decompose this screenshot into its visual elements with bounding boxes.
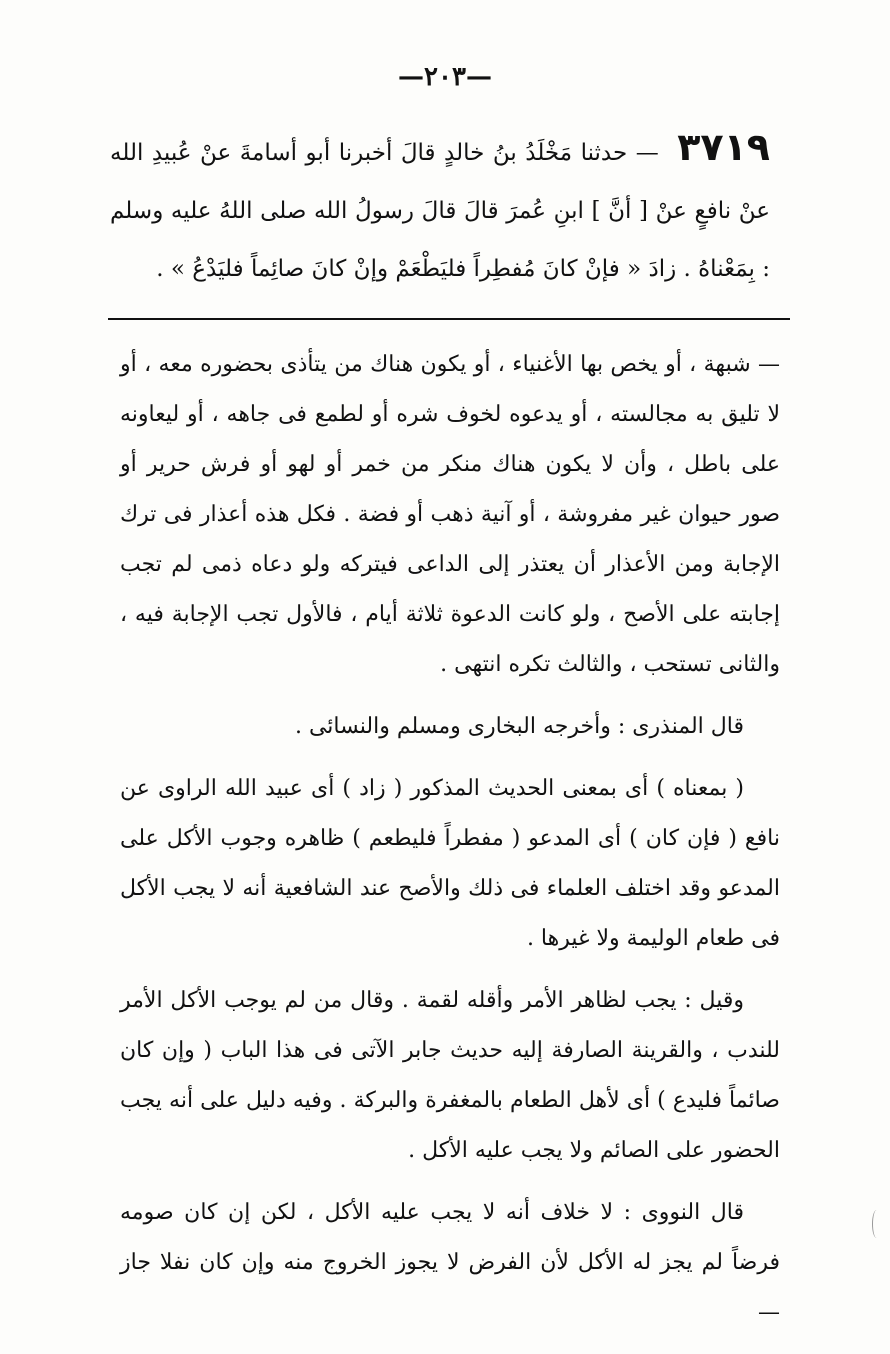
page-number: —٢٠٣—: [398, 62, 492, 92]
commentary-paragraph: وقيل : يجب لظاهر الأمر وأقله لقمة . وقال من لم يوجب الأكل الأمر للندب ، والقرينة الصارفة إليه حديث جابر الآتى فى هذا الباب ( وإن كان صائماً فليدع ) أى لأهل الطعام بالمغفرة والبركة . وفيه دليل على أنه يجب الحضور على الصائم ولا يجب عليه الأكل .: [120, 988, 780, 1163]
commentary-paragraph: قال المنذرى : وأخرجه البخارى ومسلم والنسائى .: [294, 714, 744, 739]
commentary-paragraph: ( بمعناه ) أى بمعنى الحديث المذكور ( زاد ) أى عبيد الله الراوى عن نافع ( فإن كان ) أى المدعو ( مفطراً فليطعم ) ظاهره وجوب الأكل على المدعو وقد اختلف العلماء فى ذلك والأصح عند الشافعية أنه لا يجب الأكل فى طعام الوليمة ولا غيرها .: [120, 776, 780, 951]
commentary-paragraph: — شبهة ، أو يخص بها الأغنياء ، أو يكون هناك من يتأذى بحضوره معه ، أو لا تليق به مجالسته ، أو يدعوه لخوف شره أو لطمع فى جاهه ، أو ليعاونه على باطل ، وأن لا يكون هناك منكر من خمر أو لهو أو فرش حرير أو صور حيوان غير مفروشة ، أو آنية ذهب أو فضة . فكل هذه أعذار فى ترك الإجابة ومن الأعذار أن يعتذر إلى الداعى فيتركه ولو دعاه ذمى لم تجب إجابته على الأصح ، ولو كانت الدعوة ثلاثة أيام ، فالأول تجب الإجابة فيه ، والثانى تستحب ، والثالث تكره انتهى .: [120, 352, 780, 677]
hadith-block: [110, 118, 770, 298]
section-divider: [108, 318, 790, 320]
margin-mark: [872, 1210, 881, 1238]
commentary-paragraph: قال النووى : لا خلاف أنه لا يجب عليه الأكل ، لكن إن كان صومه فرضاً لم يجز له الأكل لأن الفرض لا يجوز الخروج منه وإن كان نفلا جاز —: [120, 1200, 780, 1325]
hadith-text: — حدثنا مَخْلَدُ بنُ خالدٍ قالَ أخبرنا أبو أسامةَ عنْ عُبيدِ الله عنْ نافعٍ عنْ [ أنَّ ] ابنِ عُمرَ قالَ قالَ رسولُ الله صلى اللهُ عليه وسلم : بِمَعْناهُ . زادَ « فإنْ كانَ مُفطِراً فليَطْعَمْ وإنْ كانَ صائِماً فليَدْعُ » .: [110, 140, 770, 282]
commentary-block: [120, 340, 780, 1350]
hadith-number: ٣٧١٩: [677, 125, 770, 169]
